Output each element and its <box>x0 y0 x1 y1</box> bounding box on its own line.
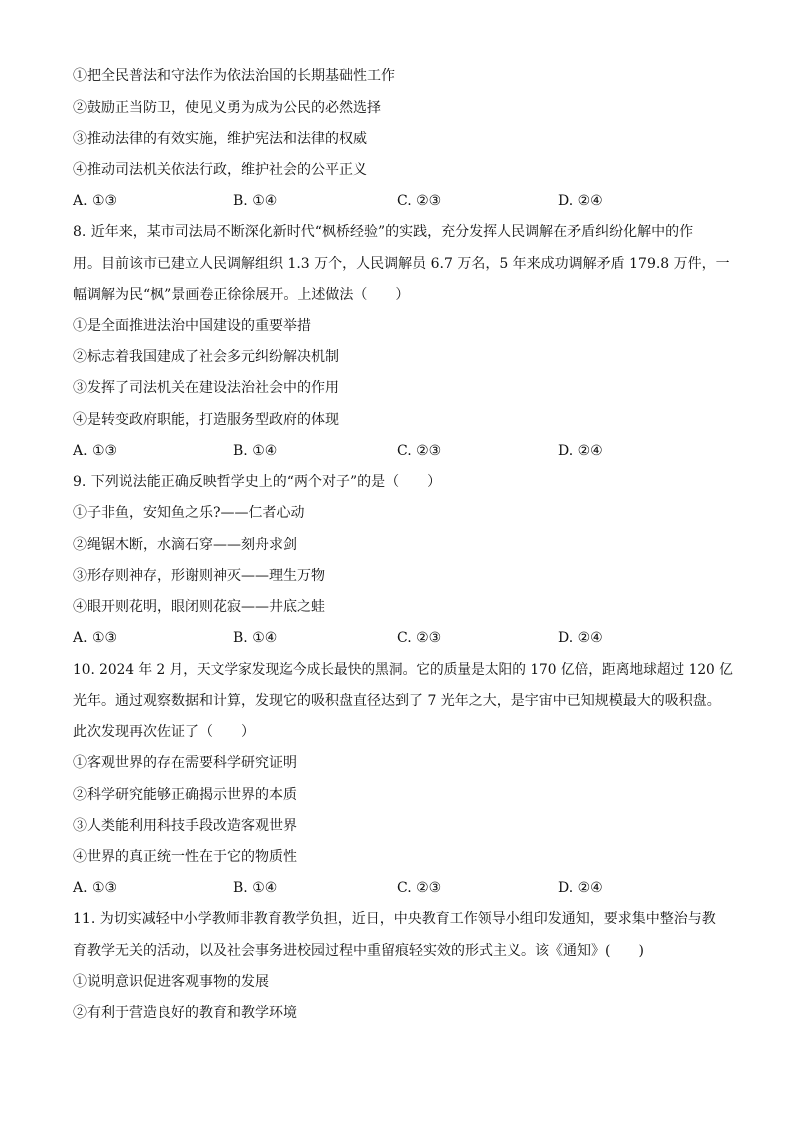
q7-item-1: ①把全民普法和守法作为依法治国的长期基础性工作 <box>73 68 395 84</box>
q10-item-1: ①客观世界的存在需要科学研究证明 <box>73 755 297 771</box>
q9-option-b: B. ①④ <box>233 630 278 646</box>
q8-option-d: D. ②④ <box>558 443 603 459</box>
q10-item-3: ③人类能利用科技手段改造客观世界 <box>73 818 297 834</box>
q8-item-4: ④是转变政府职能，打造服务型政府的体现 <box>73 412 339 428</box>
q8-stem-line-1: 8. 近年来，某市司法局不断深化新时代“枫桥经验”的实践，充分发挥人民调解在矛盾纠纷化解中的作 <box>73 224 694 240</box>
q7-option-d: D. ②④ <box>558 193 603 209</box>
q9-option-d: D. ②④ <box>558 630 603 646</box>
q8-stem-line-2: 用。目前该市已建立人民调解组织 1.3 万个，人民调解员 6.7 万名，5 年来成功调解矛盾 179.8 万件，一 <box>73 256 730 272</box>
q10-options <box>73 878 733 898</box>
q8-item-2: ②标志着我国建成了社会多元纠纷解决机制 <box>73 349 339 365</box>
q8-item-1: ①是全面推进法治中国建设的重要举措 <box>73 318 311 334</box>
q9-item-1: ①子非鱼，安知鱼之乐?——仁者心动 <box>73 505 305 521</box>
q9-item-4: ④眼开则花明，眼闭则花寂——井底之蛙 <box>73 599 325 615</box>
q7-option-b: B. ①④ <box>233 193 278 209</box>
q7-option-c: C. ②③ <box>397 193 442 209</box>
q8-options <box>73 441 733 461</box>
q7-item-4: ④推动司法机关依法行政，维护社会的公平正义 <box>73 162 367 178</box>
q10-stem-line-1: 10. 2024 年 2 月，天文学家发现迄今成长最快的黑洞。它的质量是太阳的 170 亿倍，距离地球超过 120 亿 <box>73 662 733 678</box>
q9-options <box>73 628 733 648</box>
q10-option-a: A. ①③ <box>73 880 118 896</box>
q7-options <box>73 191 733 211</box>
q10-option-d: D. ②④ <box>558 880 603 896</box>
q10-item-4: ④世界的真正统一性在于它的物质性 <box>73 849 297 865</box>
q10-option-c: C. ②③ <box>397 880 442 896</box>
q10-option-b: B. ①④ <box>233 880 278 896</box>
q9-item-2: ②绳锯木断，水滴石穿——刻舟求剑 <box>73 537 297 553</box>
q9-option-a: A. ①③ <box>73 630 118 646</box>
q8-stem-line-3: 幅调解为民“枫”景画卷正徐徐展开。上述做法（ ） <box>73 287 410 303</box>
q8-option-a: A. ①③ <box>73 443 118 459</box>
q9-option-c: C. ②③ <box>397 630 442 646</box>
q9-item-3: ③形存则神存，形谢则神灭——理生万物 <box>73 568 325 584</box>
q8-item-3: ③发挥了司法机关在建设法治社会中的作用 <box>73 380 339 396</box>
q11-stem-line-2: 育教学无关的活动，以及社会事务进校园过程中重留痕轻实效的形式主义。该《通知》( ) <box>73 943 644 959</box>
q10-stem-line-3: 此次发现再次佐证了（ ） <box>73 724 255 740</box>
q8-option-c: C. ②③ <box>397 443 442 459</box>
q9-stem-line-1: 9. 下列说法能正确反映哲学史上的“两个对子”的是（ ） <box>73 474 442 490</box>
q10-stem-line-2: 光年。通过观察数据和计算，发现它的吸积盘直径达到了 7 光年之大，是宇宙中已知规模最大的吸积盘。 <box>73 693 721 709</box>
q11-stem-line-1: 11. 为切实减轻中小学教师非教育教学负担，近日，中央教育工作领导小组印发通知，要求集中整治与教 <box>73 911 716 927</box>
q8-option-b: B. ①④ <box>233 443 278 459</box>
q7-item-3: ③推动法律的有效实施，维护宪法和法律的权威 <box>73 131 367 147</box>
q11-item-1: ①说明意识促进客观事物的发展 <box>73 974 269 990</box>
q11-item-2: ②有利于营造良好的教育和教学环境 <box>73 1005 297 1021</box>
q10-item-2: ②科学研究能够正确揭示世界的本质 <box>73 787 297 803</box>
q7-item-2: ②鼓励正当防卫，使见义勇为成为公民的必然选择 <box>73 100 381 116</box>
q7-option-a: A. ①③ <box>73 193 118 209</box>
